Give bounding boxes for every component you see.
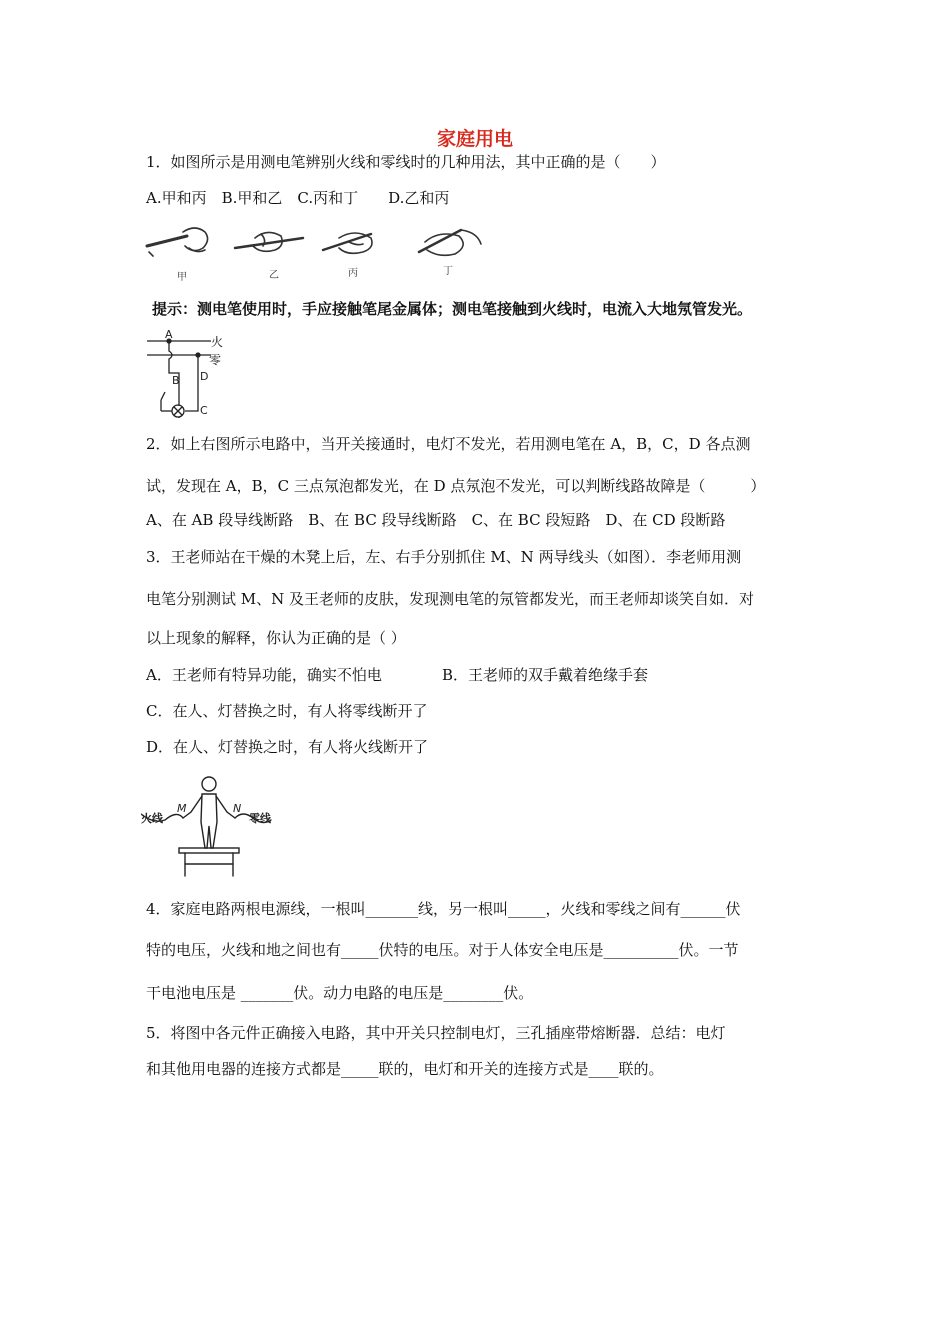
q5-line2: 和其他用电器的连接方式都是_____联的，电灯和开关的连接方式是____联的。: [146, 1060, 664, 1078]
pen-figure-ding: [419, 230, 481, 255]
q2-options: A、在 AB 段导线断路 B、在 BC 段导线断路 C、在 BC 段短路 D、在 CD 段断路: [146, 511, 726, 529]
teacher-live-label: 火线: [141, 812, 163, 825]
q5-line1: 5．将图中各元件正确接入电路，其中开关只控制电灯，三孔插座带熔断器．总结：电灯: [146, 1024, 726, 1042]
circuit-diagram: [145, 328, 225, 422]
q3-option-a: A．王老师有特异功能，确实不怕电: [146, 666, 382, 684]
teacher-neutral-label: 零线: [249, 812, 271, 825]
q1-stem: 1．如图所示是用测电笔辨别火线和零线时的几种用法，其中正确的是（ ）: [146, 153, 666, 171]
q4-line2: 特的电压，火线和地之间也有_____伏特的电压。对于人体安全电压是__________伏。一节: [146, 941, 739, 959]
point-c-label: C: [200, 404, 208, 417]
pen-figure-bing: [323, 233, 372, 253]
pen-figure-jia: [147, 228, 208, 256]
q3-option-d: D．在人、灯替换之时，有人将火线断开了: [146, 738, 429, 756]
q3-line3: 以上现象的解释，你认为正确的是（ ）: [146, 629, 406, 647]
teacher-m-label: M: [177, 802, 187, 815]
hint-text: 提示：测电笔使用时，手应接触笔尾金属体；测电笔接触到火线时，电流入大地氖管发光。: [152, 300, 753, 318]
live-wire-label: 火: [211, 335, 224, 349]
q4-line3: 干电池电压是 _______伏。动力电路的电压是________伏。: [146, 984, 534, 1002]
test-pen-usage-figure: [143, 222, 488, 284]
point-a-label: A: [165, 328, 173, 341]
q2-line2: 试，发现在 A，B，C 三点氖泡都发光，在 D 点氖泡不发光，可以判断线路故障是（ ）: [146, 477, 766, 495]
label-ding: 丁: [443, 266, 453, 277]
point-d-label: D: [200, 370, 209, 383]
q2-line1: 2．如上右图所示电路中，当开关接通时，电灯不发光，若用测电笔在 A，B，C，D 各点测: [146, 435, 751, 453]
q1-options: A.甲和丙 B.甲和乙 C.丙和丁 D.乙和丙: [146, 189, 450, 207]
page-title: 家庭用电: [436, 128, 513, 150]
q3-option-c: C．在人、灯替换之时，有人将零线断开了: [146, 702, 428, 720]
teacher-on-stool-figure: [141, 772, 277, 880]
q3-option-b: B．王老师的双手戴着绝缘手套: [442, 666, 649, 684]
point-b-label: B: [172, 374, 180, 387]
q4-line1: 4．家庭电路两根电源线，一根叫_______线，另一根叫_____，火线和零线之间有______伏: [146, 900, 741, 918]
label-jia: 甲: [177, 272, 187, 283]
neutral-wire-label: 零: [209, 353, 222, 367]
q3-line2: 电笔分别测试 M、N 及王老师的皮肤，发现测电笔的氖管都发光，而王老师却谈笑自如．对: [146, 590, 755, 608]
pen-figure-yi: [235, 232, 303, 251]
q3-line1: 3．王老师站在干燥的木凳上后，左、右手分别抓住 M、N 两导线头（如图）．李老师用测: [146, 548, 742, 566]
teacher-n-label: N: [233, 802, 242, 815]
label-yi: 乙: [269, 270, 279, 281]
label-bing: 丙: [348, 268, 358, 279]
